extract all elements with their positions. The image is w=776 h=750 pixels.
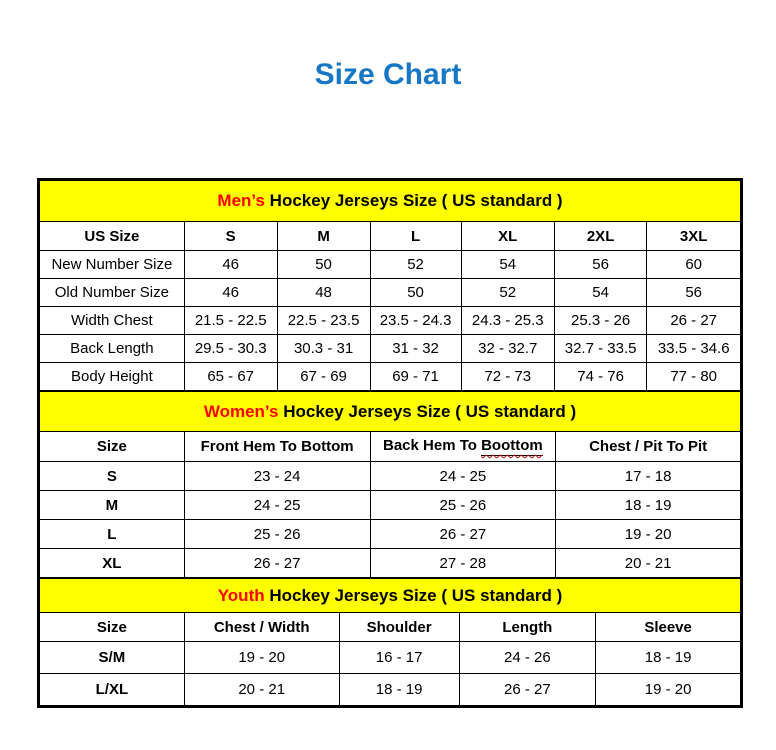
table-row xyxy=(40,491,741,520)
data-cell: 19 - 20 xyxy=(556,520,741,549)
band-highlight: Men’s xyxy=(217,191,265,210)
data-cell: 20 - 21 xyxy=(184,674,339,706)
data-cell: 21.5 - 22.5 xyxy=(184,307,277,335)
header-cell: Length xyxy=(459,613,596,642)
data-cell: 22.5 - 23.5 xyxy=(277,307,370,335)
size-chart xyxy=(37,178,743,708)
data-cell: 52 xyxy=(461,279,554,307)
data-cell: 54 xyxy=(554,279,647,307)
data-cell: 31 - 32 xyxy=(370,335,461,363)
data-cell: 46 xyxy=(184,279,277,307)
section-band-mens xyxy=(40,181,741,222)
data-cell: 17 - 18 xyxy=(556,462,741,491)
band-text: Hockey Jerseys Size ( US standard ) xyxy=(264,585,563,605)
data-cell: 65 - 67 xyxy=(184,363,277,391)
data-cell: 26 - 27 xyxy=(370,520,556,549)
data-cell: 29.5 - 30.3 xyxy=(184,335,277,363)
row-label-cell: New Number Size xyxy=(40,251,185,279)
data-cell: 69 - 71 xyxy=(370,363,461,391)
row-label-cell: Width Chest xyxy=(40,307,185,335)
table-row xyxy=(40,674,741,706)
data-cell: 72 - 73 xyxy=(461,363,554,391)
table-row xyxy=(40,642,741,674)
data-cell: 50 xyxy=(370,279,461,307)
header-cell xyxy=(370,432,556,462)
data-cell: 24.3 - 25.3 xyxy=(461,307,554,335)
data-cell: 24 - 25 xyxy=(370,462,556,491)
data-cell: 26 - 27 xyxy=(647,307,741,335)
table-row xyxy=(40,279,741,307)
data-cell: 56 xyxy=(554,251,647,279)
section-band-youth xyxy=(40,579,741,613)
row-label-cell: M xyxy=(40,491,185,520)
data-cell: 48 xyxy=(277,279,370,307)
data-cell: 67 - 69 xyxy=(277,363,370,391)
data-cell: 18 - 19 xyxy=(339,674,459,706)
header-cell: Sleeve xyxy=(596,613,741,642)
data-cell: 23 - 24 xyxy=(184,462,370,491)
table-row xyxy=(40,462,741,491)
data-cell: 20 - 21 xyxy=(556,549,741,578)
header-cell: 2XL xyxy=(554,222,647,251)
header-cell: Size xyxy=(40,432,185,462)
row-label-cell: L xyxy=(40,520,185,549)
table-youth xyxy=(39,578,741,706)
header-text: Back Hem To xyxy=(383,437,482,454)
page-title: Size Chart xyxy=(314,58,462,91)
data-cell: 32.7 - 33.5 xyxy=(554,335,647,363)
data-cell: 26 - 27 xyxy=(459,674,596,706)
data-cell: 60 xyxy=(647,251,741,279)
data-cell: 18 - 19 xyxy=(596,642,741,674)
data-cell: 56 xyxy=(647,279,741,307)
band-highlight: Women’s xyxy=(203,401,279,421)
data-cell: 54 xyxy=(461,251,554,279)
data-cell: 33.5 - 34.6 xyxy=(647,335,741,363)
data-cell: 46 xyxy=(184,251,277,279)
band-text: Hockey Jerseys Size ( US standard ) xyxy=(264,191,563,210)
row-label-cell: Back Length xyxy=(40,335,185,363)
band-text: Hockey Jerseys Size ( US standard ) xyxy=(278,401,577,421)
data-cell: 30.3 - 31 xyxy=(277,335,370,363)
header-cell: M xyxy=(277,222,370,251)
row-label-cell: XL xyxy=(40,549,185,578)
table-womens xyxy=(39,391,741,578)
table-row xyxy=(40,520,741,549)
band-highlight: Youth xyxy=(217,585,265,605)
data-cell: 19 - 20 xyxy=(184,642,339,674)
data-cell: 25 - 26 xyxy=(184,520,370,549)
row-label-cell: S xyxy=(40,462,185,491)
data-cell: 27 - 28 xyxy=(370,549,556,578)
data-cell: 32 - 32.7 xyxy=(461,335,554,363)
table-row xyxy=(40,251,741,279)
data-cell: 18 - 19 xyxy=(556,491,741,520)
row-label-cell: L/XL xyxy=(40,674,185,706)
table-row xyxy=(40,335,741,363)
data-cell: 74 - 76 xyxy=(554,363,647,391)
header-cell: 3XL xyxy=(647,222,741,251)
misspelled-word: Boottom xyxy=(481,437,543,454)
header-cell: Shoulder xyxy=(339,613,459,642)
table-row xyxy=(40,549,741,578)
row-label-cell: S/M xyxy=(40,642,185,674)
data-cell: 24 - 25 xyxy=(184,491,370,520)
data-cell: 26 - 27 xyxy=(184,549,370,578)
data-cell: 24 - 26 xyxy=(459,642,596,674)
data-cell: 25 - 26 xyxy=(370,491,556,520)
data-cell: 23.5 - 24.3 xyxy=(370,307,461,335)
table-mens xyxy=(39,180,741,391)
header-cell: Front Hem To Bottom xyxy=(184,432,370,462)
section-band-womens xyxy=(40,392,741,432)
data-cell: 19 - 20 xyxy=(596,674,741,706)
row-label-cell: Old Number Size xyxy=(40,279,185,307)
header-cell: Chest / Pit To Pit xyxy=(556,432,741,462)
header-cell: L xyxy=(370,222,461,251)
header-cell: US Size xyxy=(40,222,185,251)
data-cell: 77 - 80 xyxy=(647,363,741,391)
table-row xyxy=(40,307,741,335)
header-cell: XL xyxy=(461,222,554,251)
data-cell: 52 xyxy=(370,251,461,279)
row-label-cell: Body Height xyxy=(40,363,185,391)
header-cell: Chest / Width xyxy=(184,613,339,642)
data-cell: 50 xyxy=(277,251,370,279)
header-cell: S xyxy=(184,222,277,251)
table-row xyxy=(40,363,741,391)
data-cell: 25.3 - 26 xyxy=(554,307,647,335)
header-cell: Size xyxy=(40,613,185,642)
data-cell: 16 - 17 xyxy=(339,642,459,674)
